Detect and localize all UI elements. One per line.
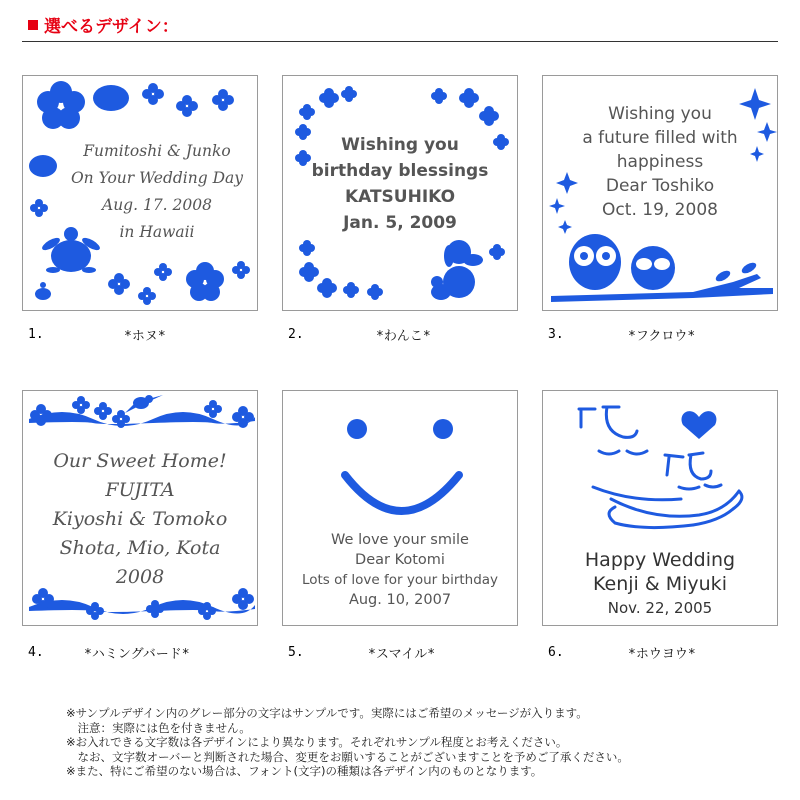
message-line: Shota, Mio, Kota — [59, 537, 221, 559]
note-line: 注意：実際には色を付きません。 — [66, 720, 251, 735]
note-line: ※また、特にご希望のない場合は、フォント(文字)の種類は各デザイン内のものとなります。 — [66, 764, 543, 778]
card-message — [283, 530, 517, 610]
card-message — [543, 548, 777, 620]
flower-icon — [319, 88, 339, 108]
smile-mouth-icon — [345, 475, 459, 511]
message-line: We love your smile — [331, 532, 469, 548]
design-card-hummingbird[interactable] — [22, 390, 258, 626]
design-number: 3. — [548, 327, 564, 342]
design-card-houyou[interactable] — [542, 390, 778, 626]
design-card-honu[interactable] — [22, 75, 258, 311]
design-card-wanko[interactable] — [282, 75, 518, 311]
message-line: Wishing you — [608, 104, 712, 124]
card-message — [283, 132, 517, 236]
design-number: 6. — [548, 645, 564, 660]
message-line: Kiyoshi & Tomoko — [52, 508, 228, 530]
notes-block — [66, 706, 629, 779]
owl-icon — [569, 234, 621, 290]
message-line: FUJITA — [105, 479, 175, 501]
design-name: *ハミングバード* — [84, 647, 190, 662]
message-line: in Hawaii — [119, 223, 195, 241]
design-name: *わんこ* — [376, 329, 431, 344]
section-title: 選べるデザイン： — [44, 17, 179, 37]
hug-arms-icon — [593, 487, 742, 528]
design-card-fukurou[interactable] — [542, 75, 778, 311]
section-header — [28, 12, 179, 37]
eye-icon — [347, 419, 367, 439]
message-line: Aug. 10, 2007 — [348, 592, 452, 608]
message-line: Oct. 19, 2008 — [602, 200, 718, 220]
design-number: 2. — [288, 327, 304, 342]
message-line: Aug. 17. 2008 — [102, 196, 212, 214]
design-name: *ホウヨウ* — [628, 647, 696, 662]
design-name: *スマイル* — [368, 647, 436, 662]
design-card-smile[interactable] — [282, 390, 518, 626]
note-line: ※サンプルデザイン内のグレー部分の文字はサンプルです。実際にはご希望のメッセージが入ります。 — [66, 706, 588, 720]
message-line: Lots of love for your birthday — [301, 572, 499, 588]
design-number: 5. — [288, 645, 304, 660]
monstera-leaf-icon — [93, 85, 129, 111]
design-number: 4. — [28, 645, 44, 660]
red-square-icon — [28, 20, 38, 30]
message-line: On Your Wedding Day — [70, 169, 244, 187]
message-line: Kenji & Miyuki — [593, 573, 727, 595]
message-line: happiness — [616, 152, 704, 172]
design-number: 1. — [28, 327, 44, 342]
card-message — [543, 102, 777, 222]
message-line: Our Sweet Home! — [53, 450, 227, 472]
hummingbird-icon — [125, 395, 163, 413]
note-line: ※お入れできる文字数は各デザインにより異なります。それぞれサンプル程度とお考えください。 — [66, 735, 568, 749]
message-line: KATSUHIKO — [344, 187, 456, 207]
vine-icon — [29, 412, 255, 426]
header-divider — [22, 41, 778, 42]
message-line: a future filled with — [582, 128, 738, 148]
note-line: なお、文字数オーバーと判断された場合、変更をお願いすることがございますことを予めご了承ください。 — [66, 749, 629, 764]
heart-icon — [682, 411, 717, 439]
eye-icon — [433, 419, 453, 439]
message-line: Wishing you — [341, 135, 459, 155]
message-line: 2008 — [115, 566, 165, 588]
dog-icon — [431, 240, 483, 300]
message-line: birthday blessings — [311, 161, 489, 181]
message-line: Dear Kotomi — [355, 552, 445, 568]
card-message — [23, 138, 257, 246]
face-icon — [579, 407, 637, 437]
hibiscus-icon — [37, 81, 85, 129]
message-line: Happy Wedding — [584, 549, 736, 571]
design-name: *フクロウ* — [628, 329, 696, 344]
message-line: Nov. 22, 2005 — [607, 599, 713, 617]
message-line: Fumitoshi & Junko — [83, 142, 231, 160]
message-line: Jan. 5, 2009 — [343, 213, 457, 233]
design-name: *ホヌ* — [124, 329, 166, 344]
message-line: Dear Toshiko — [605, 176, 715, 196]
card-message — [23, 447, 257, 592]
